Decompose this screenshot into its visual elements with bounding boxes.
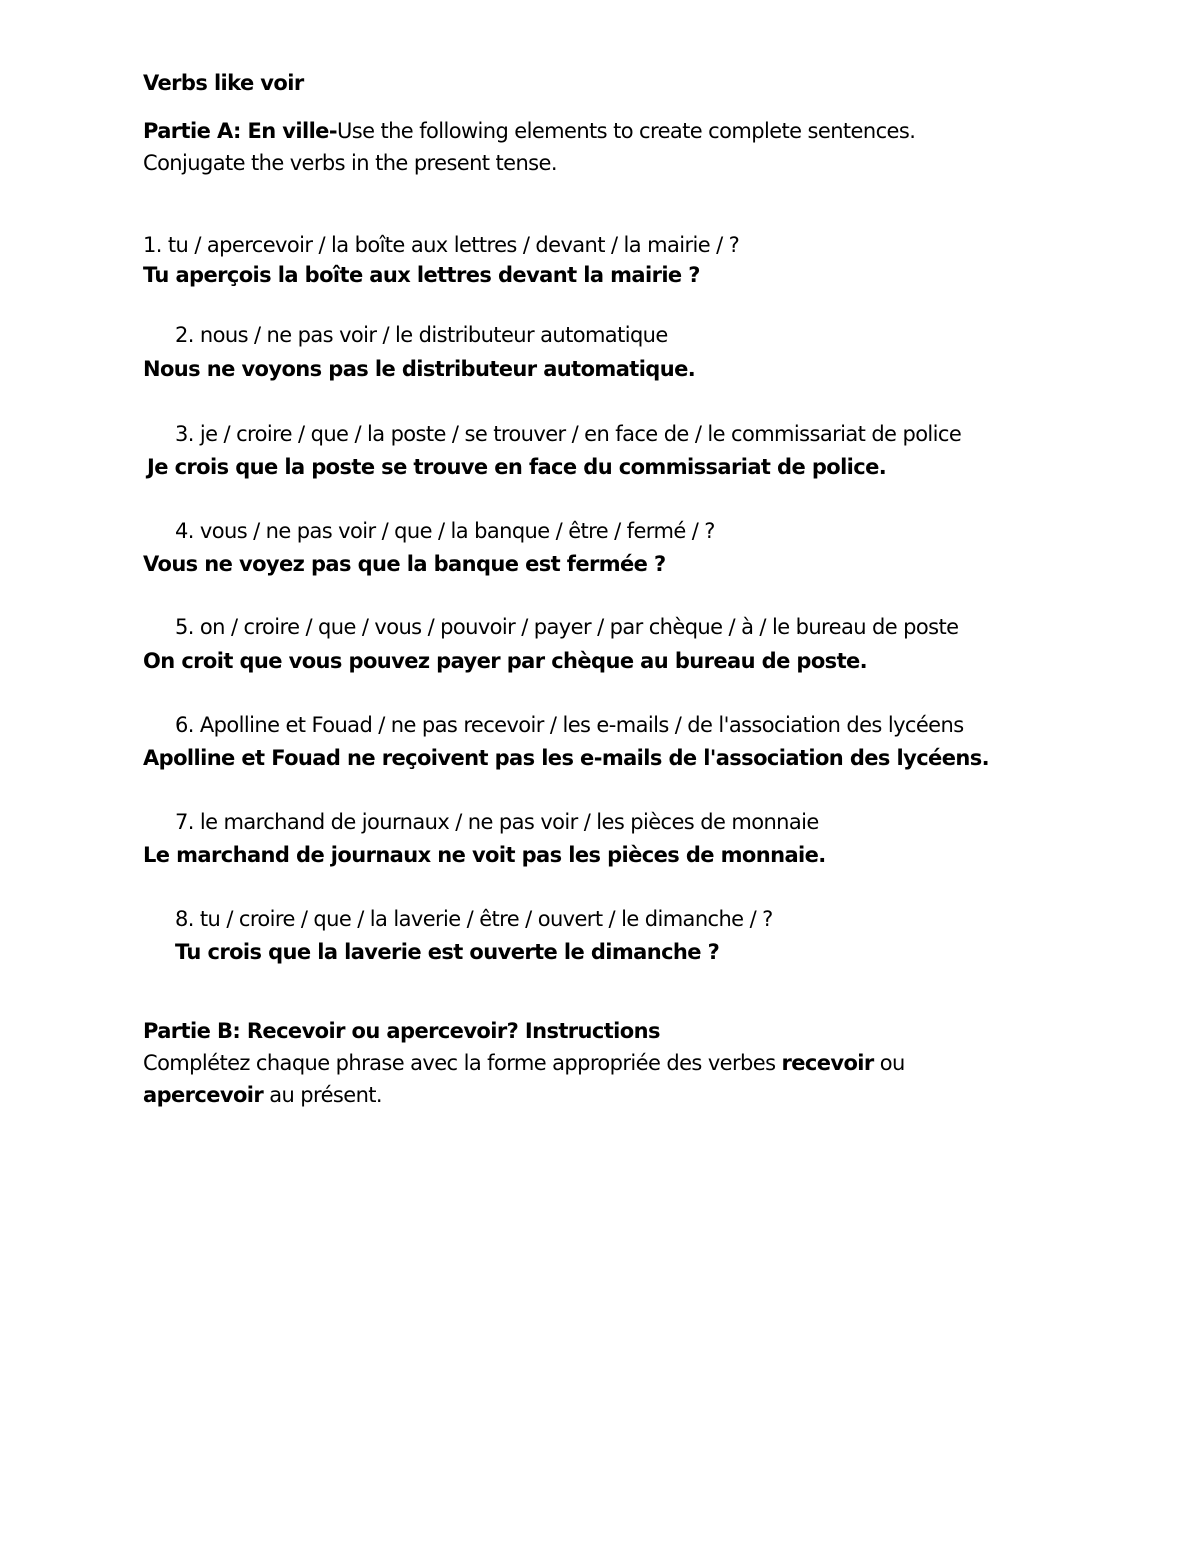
answer-4: Vous ne voyez pas que la banque est fermée ?	[143, 552, 666, 576]
answer-2: Nous ne voyons pas le distributeur automatique.	[143, 357, 696, 381]
document-title: Verbs like voir	[143, 71, 304, 95]
answer-3: Je crois que la poste se trouve en face du commissariat de police.	[147, 455, 887, 479]
partA-heading: Partie A: En ville-	[143, 119, 337, 143]
prompt-7: 7. le marchand de journaux / ne pas voir / les pièces de monnaie	[175, 810, 819, 834]
prompt-1: 1. tu / apercevoir / la boîte aux lettres / devant / la mairie / ?	[143, 233, 740, 257]
partB-instruction-text: Complétez chaque phrase avec la forme appropriée des verbes	[143, 1051, 782, 1075]
partB-verb-apercevoir: apercevoir	[143, 1083, 264, 1107]
answer-8: Tu crois que la laverie est ouverte le dimanche ?	[175, 940, 720, 964]
prompt-8: 8. tu / croire / que / la laverie / être / ouvert / le dimanche / ?	[175, 907, 773, 931]
partB-verb-recevoir: recevoir	[781, 1051, 874, 1075]
answer-1: Tu aperçois la boîte aux lettres devant la mairie ?	[143, 263, 700, 287]
prompt-2: 2. nous / ne pas voir / le distributeur automatique	[175, 323, 668, 347]
answer-5: On croit que vous pouvez payer par chèque au bureau de poste.	[143, 649, 868, 673]
partA-instruction: Use the following elements to create complete sentences.	[336, 119, 916, 143]
partB-instruction-line2	[143, 1082, 382, 1108]
answer-7: Le marchand de journaux ne voit pas les pièces de monnaie.	[143, 843, 826, 867]
prompt-6: 6. Apolline et Fouad / ne pas recevoir / les e-mails / de l'association des lycéens	[175, 713, 964, 737]
prompt-3: 3. je / croire / que / la poste / se trouver / en face de / le commissariat de police	[175, 422, 962, 446]
prompt-5: 5. on / croire / que / vous / pouvoir / payer / par chèque / à / le bureau de poste	[175, 615, 959, 639]
prompt-4: 4. vous / ne pas voir / que / la banque / être / fermé / ?	[175, 519, 715, 543]
answer-6: Apolline et Fouad ne reçoivent pas les e-mails de l'association des lycéens.	[143, 746, 989, 770]
partB-heading: Partie B: Recevoir ou apercevoir? Instructions	[143, 1019, 660, 1043]
partB-instruction-or: ou	[873, 1051, 905, 1075]
partB-instruction-line1	[143, 1050, 905, 1076]
partA-instruction-line2: Conjugate the verbs in the present tense.	[143, 151, 557, 175]
partA-instruction-line1	[143, 118, 915, 144]
partB-instruction-tense: au présent.	[263, 1083, 383, 1107]
